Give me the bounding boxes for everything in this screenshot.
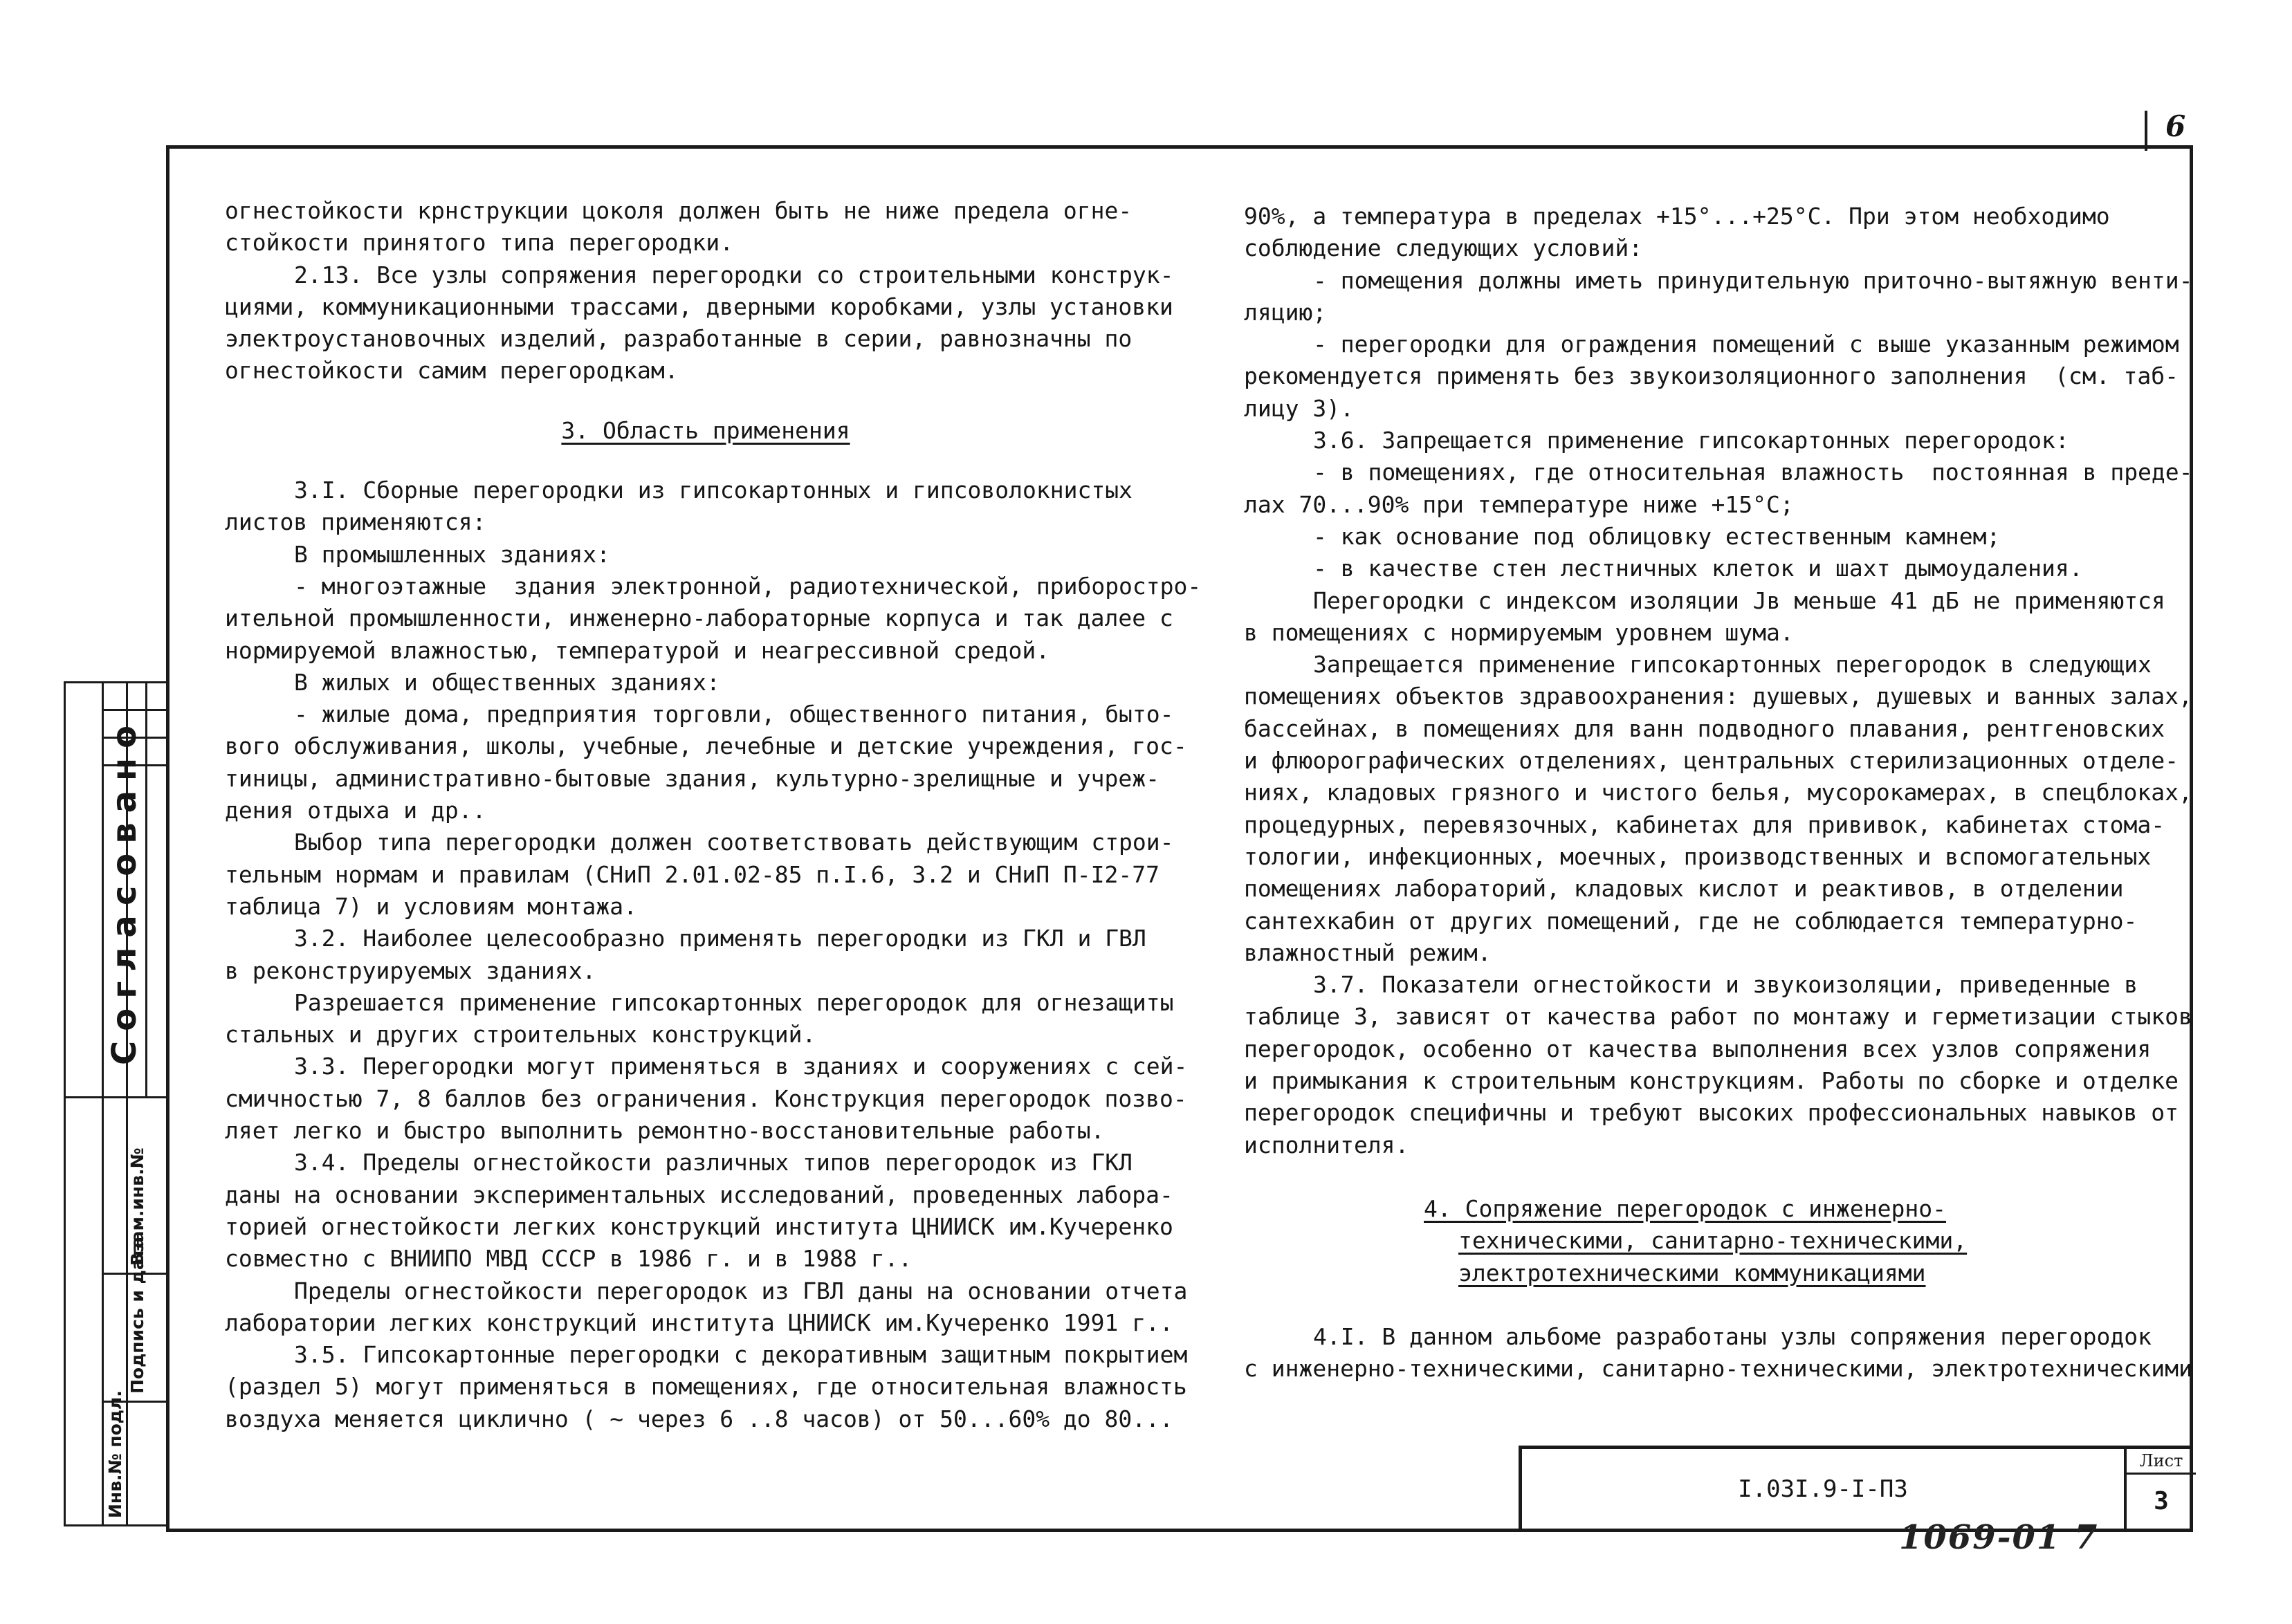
text-line: стальных и других строительных конструкций. [225, 1021, 816, 1049]
text-line: смичностью 7, 8 баллов без ограничения. Конструкция перегородок позво- [225, 1085, 1187, 1112]
text-line: огнестойкости самим перегородкам. [225, 357, 679, 385]
text-line: 90%, а температура в пределах +15°...+25°С. При этом необходимо [1244, 203, 2110, 230]
stamp-agreed-label: Согласовано [105, 715, 144, 1065]
text-line: Перегородки с индексом изоляции Jв меньше 41 дБ не применяются [1313, 587, 2165, 614]
sheet-label: Лист [2127, 1449, 2196, 1475]
stamp-signature-date-label: Подпись и дата [127, 1236, 147, 1394]
text-line: лицу 3). [1244, 394, 1354, 422]
right-paragraphs-1 [1244, 201, 2193, 1161]
text-line: Запрещается применение гипсокартонных перегородок в следующих [1313, 651, 2152, 679]
text-line: ниях, кладовых грязного и чистого белья, мусорокамерах, в спецблоках, [1244, 779, 2192, 806]
stamp-inv-podl-label: Инв.№ подл. [105, 1390, 125, 1518]
handwritten-note: 1069-01 7 [1899, 1518, 2099, 1557]
title-block [1519, 1446, 2193, 1529]
text-line: воздуха меняется циклично ( ~ через 6 ..8 часов) от 50...60% до 80... [225, 1405, 1173, 1432]
text-line: в реконструируемых зданиях. [225, 957, 596, 984]
text-line: 4.I. В данном альбоме разработаны узлы сопряжения перегородок [1313, 1322, 2152, 1350]
text-line: помещениях лабораторий, кладовых кислот и реактивов, в отделении [1244, 875, 2124, 903]
text-line: 3.5. Гипсокартонные перегородки с декоративным защитным покрытием [294, 1341, 1188, 1369]
text-line: 3.3. Перегородки могут применяться в зданиях и сооружениях с сей- [294, 1053, 1188, 1080]
text-line: лах 70...90% при температуре ниже +15°С; [1244, 490, 1794, 518]
right-paragraphs-2 [1244, 1321, 2192, 1385]
text-line: с инженерно-техническими, санитарно-техническими, электротехническими [1244, 1355, 2192, 1383]
text-line: электроустановочных изделий, разработанные в серии, равнозначны по [225, 325, 1133, 353]
text-line: 3.4. Пределы огнестойкости различных типов перегородок из ГКЛ [294, 1149, 1133, 1177]
text-line: сантехкабин от других помещений, где не соблюдается температурно- [1244, 907, 2138, 934]
right-column [1244, 201, 2193, 1385]
text-line: тиницы, административно-бытовые здания, культурно-зрелищные и учреж- [225, 764, 1160, 792]
text-line: влажностный режим. [1244, 939, 1492, 966]
text-line: - в качестве стен лестничных клеток и шахт дымоудаления. [1313, 555, 2083, 582]
text-line: рекомендуется применять без звукоизоляционного заполнения (см. таб- [1244, 362, 2179, 390]
text-line: соблюдение следующих условий: [1244, 234, 1643, 262]
text-line: таблица 7) и условиям монтажа. [225, 892, 638, 920]
text-line: - как основание под облицовку естественным камнем; [1313, 522, 2001, 550]
text-line: даны на основании экспериментальных исследований, проведенных лабора- [225, 1181, 1173, 1208]
sheet-number: 3 [2154, 1487, 2169, 1515]
text-line: перегородок, особенно от качества выполнения всех узлов сопряжения [1244, 1035, 2152, 1062]
text-line: нормируемой влажностью, температурой и неагрессивной средой. [225, 636, 1050, 664]
text-line: вого обслуживания, школы, учебные, лечебные и детские учреждения, гос- [225, 732, 1187, 760]
text-line: 3.6. Запрещается применение гипсокартонных перегородок: [1313, 427, 2069, 454]
text-line: ительной промышленности, инженерно-лабораторные корпуса и так далее с [225, 605, 1173, 632]
text-line: тельным нормам и правилам (СНиП 2.01.02-85 п.I.6, 3.2 и СНиП П-I2-77 [225, 860, 1160, 888]
approval-stamp [64, 681, 166, 1526]
text-line: ляцию; [1244, 298, 1327, 326]
text-line: и флюорографических отделениях, центральных стерилизационных отделе- [1244, 747, 2179, 775]
text-line: ляет легко и быстро выполнить ремонтно-восстановительные работы. [225, 1117, 1105, 1145]
text-line: - многоэтажные здания электронной, радиотехнической, приборостро- [294, 572, 1202, 600]
text-line: перегородок специфичны и требуют высоких профессиональных навыков от [1244, 1099, 2179, 1127]
text-line: стойкости принятого типа перегородки. [225, 229, 734, 257]
text-line: в помещениях с нормируемым уровнем шума. [1244, 618, 1794, 646]
left-paragraphs-2 [225, 474, 1202, 1435]
section-4-heading-line: техническими, санитарно-техническими, [1458, 1227, 1968, 1255]
text-line: огнестойкости крнструкции цоколя должен быть не ниже предела огне- [225, 197, 1133, 224]
text-line: (раздел 5) могут применяться в помещениях, где относительная влажность [225, 1373, 1187, 1401]
text-line: листов применяются: [225, 508, 486, 536]
text-line: - в помещениях, где относительная влажность постоянная в преде- [1313, 459, 2193, 486]
text-line: таблице 3, зависят от качества работ по монтажу и герметизации стыков [1244, 1003, 2192, 1031]
section-4-heading-line: электротехническими коммуникациями [1458, 1259, 1926, 1286]
text-line: циями, коммуникационными трассами, дверными коробками, узлы установки [225, 293, 1173, 320]
text-line: Пределы огнестойкости перегородок из ГВЛ даны на основании отчета [294, 1277, 1188, 1304]
text-line: лаборатории легких конструкций института ЦНИИСК им.Кучеренко 1991 г.. [225, 1309, 1173, 1336]
text-line: Выбор типа перегородки должен соответствовать действующим строи- [294, 829, 1174, 856]
text-line: - помещения должны иметь принудительную приточно-вытяжную венти- [1313, 266, 2193, 294]
text-line: - жилые дома, предприятия торговли, общественного питания, быто- [294, 701, 1174, 728]
sheet-cell [2124, 1449, 2196, 1529]
text-line: и примыкания к строительным конструкциям. Работы по сборке и отделке [1244, 1067, 2179, 1095]
left-column [225, 195, 1202, 1435]
text-line: Разрешается применение гипсокартонных перегородок для огнезащиты [294, 988, 1174, 1016]
text-line: исполнителя. [1244, 1131, 1409, 1159]
text-line: 2.13. Все узлы сопряжения перегородки со строительными конструк- [294, 261, 1174, 288]
stamp-vzam-inv-label: Взам.инв.№ [127, 1147, 147, 1266]
text-line: дения отдыха и др.. [225, 797, 486, 824]
text-line: процедурных, перевязочных, кабинетах для прививок, кабинетах стома- [1244, 811, 2165, 838]
text-line: совместно с ВНИИПО МВД СССР в 1986 г. и в 1988 г.. [225, 1245, 913, 1273]
text-line: - перегородки для ограждения помещений с выше указанным режимом [1313, 331, 2179, 358]
text-line: В промышленных зданиях: [294, 540, 610, 568]
text-line: 3.7. Показатели огнестойкости и звукоизоляции, приведенные в [1313, 971, 2138, 999]
text-line: бассейнах, в помещениях для ванн подводного плавания, рентгеновских [1244, 714, 2165, 742]
text-line: 3.2. Наиболее целесообразно применять перегородки из ГКЛ и ГВЛ [294, 925, 1146, 952]
document-code: I.03I.9-I-ПЗ [1738, 1475, 1908, 1503]
section-3-heading: 3. Область применения [561, 416, 850, 444]
sheet-corner-number: 6 [2165, 109, 2186, 143]
text-line: 3.I. Сборные перегородки из гипсокартонных и гипсоволокнистых [294, 477, 1133, 504]
text-line: торией огнестойкости легких конструкций института ЦНИИСК им.Кучеренко [225, 1212, 1173, 1240]
text-line: помещениях объектов здравоохранения: душевых, душевых и ванных залах, [1244, 683, 2192, 710]
section-4-heading-line: 4. Сопряжение перегородок с инженерно- [1424, 1194, 1946, 1222]
text-line: тологии, инфекционных, моечных, производственных и вспомогательных [1244, 842, 2152, 870]
left-paragraphs-1 [225, 195, 1186, 387]
text-line: В жилых и общественных зданиях: [294, 668, 720, 696]
section-4-heading [1244, 1193, 2157, 1289]
